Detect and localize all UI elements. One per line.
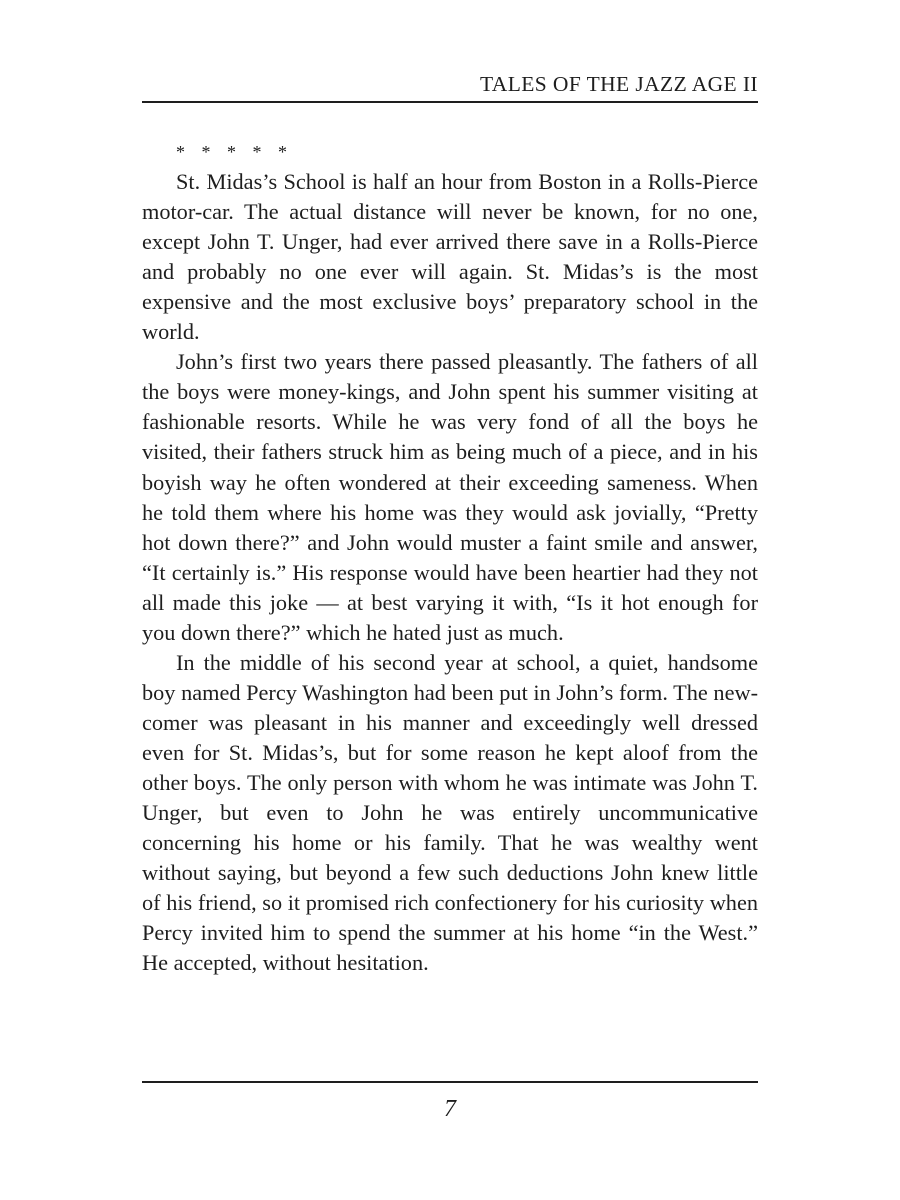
page-number: 7 bbox=[444, 1096, 456, 1122]
paragraph-2: John’s first two years there passed pleasantly. The fathers of all the boys were money-kings, and John spent his summer visiting at fashionable resorts. While he was very fond of all the boys he visited, their fathers struck him as being much of a piece, and in his boyish way he often wondered at their exceeding sameness. When he told them where his home was they would ask jovially, “Pretty hot down there?” and John would muster a faint smile and answer, “It certainly is.” His response would have been heartier had they not all made this joke — at best varying it with, “Is it hot enough for you down there?” which he hated just as much. bbox=[142, 349, 758, 645]
header-rule bbox=[142, 101, 758, 103]
page-body bbox=[142, 137, 758, 978]
running-head-title: TALES OF THE JAZZ AGE II bbox=[479, 72, 758, 96]
paragraph-3: In the middle of his second year at school, a quiet, handsome boy named Percy Washington had been put in John’s form. The new-comer was pleasant in his manner and exceedingly well dressed even for St. Midas’s, but for some reason he kept aloof from the other boys. The only person with whom he was intimate was John T. Unger, but even to John he was entirely uncommunicative concerning his home or his family. That he was wealthy went without saying, but beyond a few such deductions John knew little of his friend, so it promised rich confectionery for his curiosity when Percy invited him to spend the summer at his home “in the West.” He accepted, without hesitation. bbox=[142, 649, 758, 976]
section-separator: * * * * * bbox=[176, 142, 293, 162]
paragraph-1: St. Midas’s School is half an hour from Boston in a Rolls-Pierce motor-car. The actual distance will never be known, for no one, except John T. Unger, had ever arrived there save in a Rolls-Pierce and probably no one ever will again. St. Midas’s is the most expensive and the most exclusive boys’ preparatory school in the world. bbox=[142, 169, 758, 345]
footer-rule bbox=[142, 1081, 758, 1083]
